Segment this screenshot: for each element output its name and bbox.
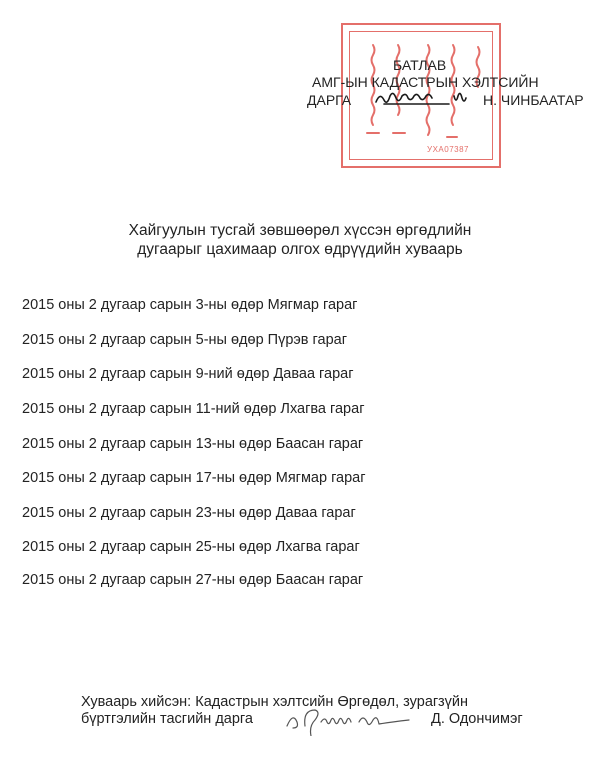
schedule-item: 2015 оны 2 дугаар сарын 3-ны өдөр Мягмар гараг xyxy=(22,297,358,313)
schedule-item: 2015 оны 2 дугаар сарын 5-ны өдөр Пүрэв гараг xyxy=(22,332,347,348)
stamp-code: УХА07387 xyxy=(427,145,469,154)
approval-position: ДАРГА xyxy=(307,92,352,108)
schedule-item: 2015 оны 2 дугаар сарын 9-ний өдөр Даваа гараг xyxy=(22,366,354,382)
signature-icon xyxy=(374,88,474,110)
schedule-item: 2015 оны 2 дугаар сарын 23-ны өдөр Даваа гараг xyxy=(22,505,356,521)
document-title-line-2: дугаарыг цахимаар олгох өдрүүдийн хуваарь xyxy=(137,241,463,258)
approval-org-line: АМГ-ЫН КАДАСТРЫН ХЭЛТСИЙН xyxy=(312,74,539,90)
footer-prepared-by: Хуваарь хийсэн: Кадастрын хэлтсийн Өргөдөл, зурагзүйн xyxy=(81,694,469,710)
schedule-item: 2015 оны 2 дугаар сарын 17-ны өдөр Мягмар гараг xyxy=(22,470,366,486)
schedule-item: 2015 оны 2 дугаар сарын 13-ны өдөр Баасан гараг xyxy=(22,436,364,452)
schedule-item: 2015 оны 2 дугаар сарын 27-ны өдөр Баасан гараг xyxy=(22,572,364,588)
approval-name: Н. ЧИНБААТАР xyxy=(483,92,584,108)
schedule-item: 2015 оны 2 дугаар сарын 11-ний өдөр Лхагва гараг xyxy=(22,401,365,417)
approval-label: БАТЛАВ xyxy=(393,57,447,73)
signature-icon xyxy=(283,702,423,736)
document-title-line-1: Хайгуулын тусгай зөвшөөрөл хүссэн өргөдлийн xyxy=(128,222,472,239)
footer-position: бүртгэлийн тасгийн дарга xyxy=(81,711,253,727)
schedule-item: 2015 оны 2 дугаар сарын 25-ны өдөр Лхагва гараг xyxy=(22,539,360,555)
footer-name: Д. Одончимэг xyxy=(431,711,523,727)
